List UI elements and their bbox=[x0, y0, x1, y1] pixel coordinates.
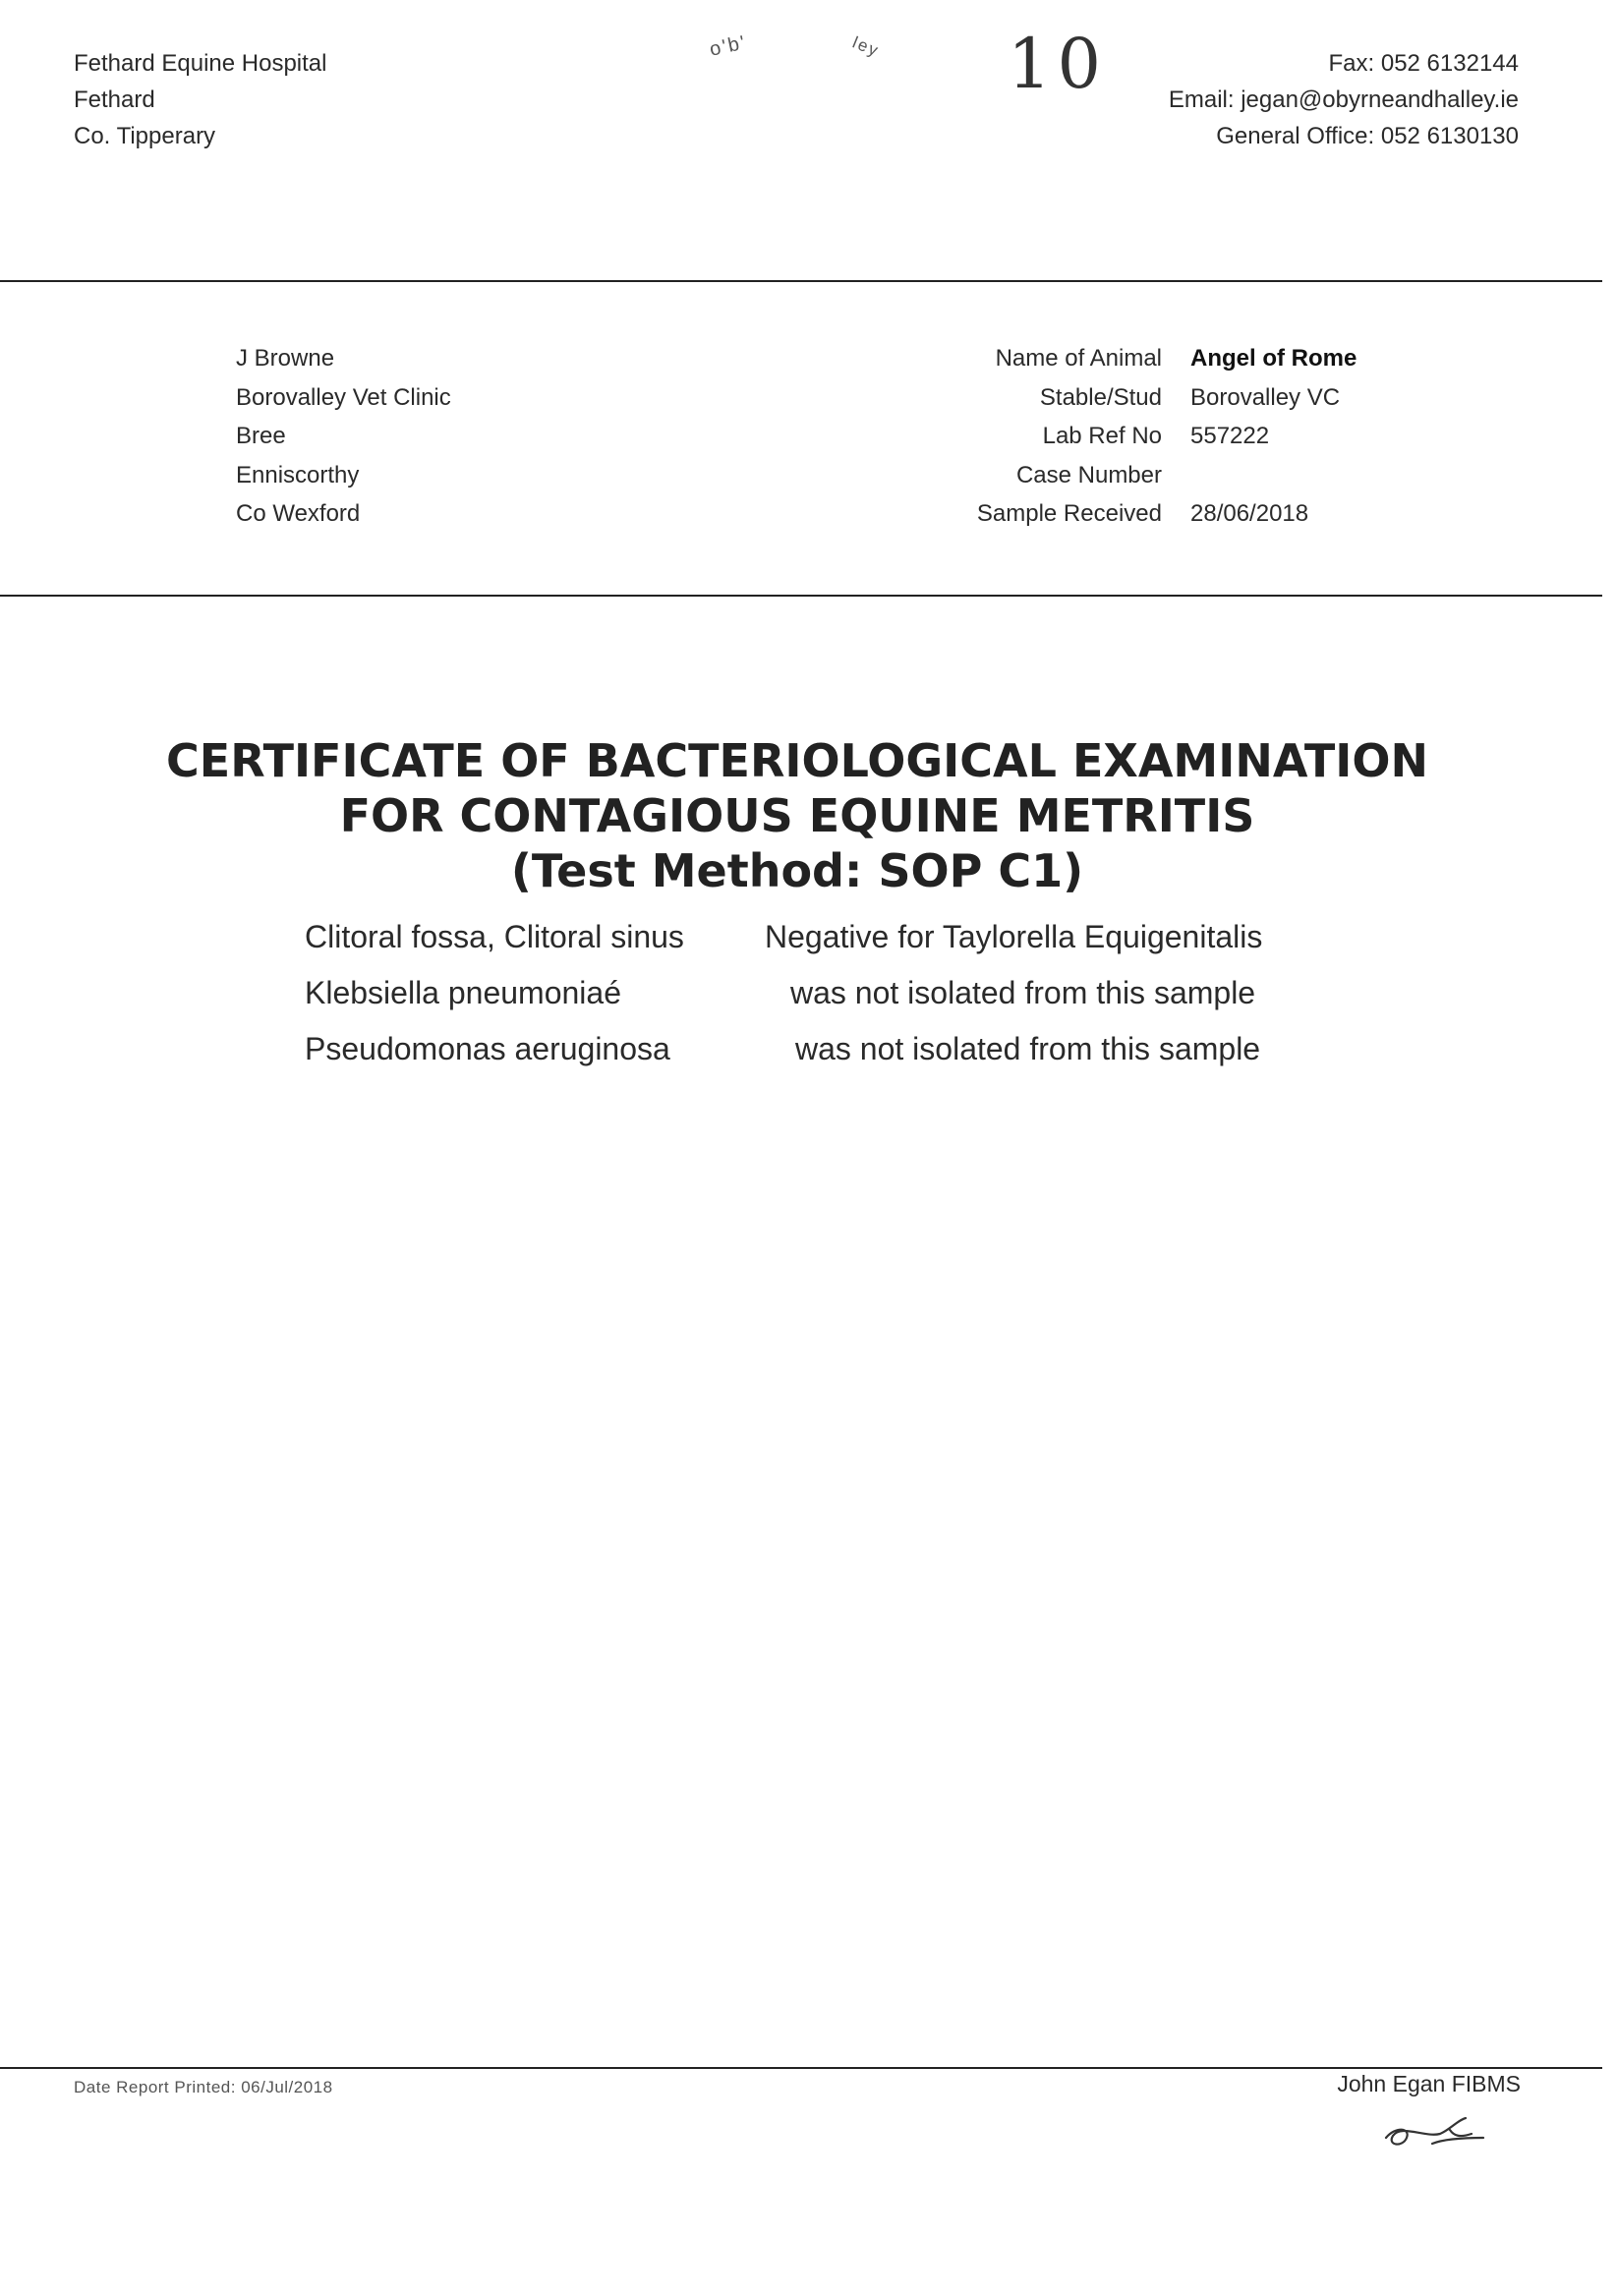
addressee-line: Borovalley Vet Clinic bbox=[236, 383, 451, 411]
result-sample: Klebsiella pneumoniaé bbox=[305, 975, 621, 1010]
result-outcome: was not isolated from this sample bbox=[790, 975, 1256, 1010]
divider bbox=[0, 2067, 1602, 2069]
animal-name: Angel of Rome bbox=[1190, 345, 1357, 372]
contact-details bbox=[1169, 45, 1519, 154]
label-sample-received: Sample Received bbox=[976, 500, 1162, 527]
addressee-block bbox=[236, 339, 451, 534]
result-outcome: was not isolated from this sample bbox=[795, 1031, 1261, 1066]
title-line-1: CERTIFICATE OF BACTERIOLOGICAL EXAMINATION bbox=[166, 734, 1428, 787]
result-sample: Pseudomonas aeruginosa bbox=[305, 1031, 670, 1066]
stable-stud-value: Borovalley VC bbox=[1190, 383, 1341, 411]
hospital-name: Fethard Equine Hospital bbox=[74, 50, 327, 77]
result-outcome: Negative for Taylorella Equigenitalis bbox=[765, 919, 1263, 954]
addressee-line: Co Wexford bbox=[236, 500, 361, 527]
result-outcomes bbox=[765, 909, 1262, 1077]
addressee-line: Bree bbox=[236, 423, 286, 449]
hospital-county: Co. Tipperary bbox=[74, 123, 216, 149]
label-stable-stud: Stable/Stud bbox=[1039, 383, 1162, 411]
email-address: Email: jegan@obyrneandhalley.ie bbox=[1168, 86, 1519, 113]
signature-mark bbox=[1381, 2108, 1489, 2157]
certificate-title bbox=[0, 733, 1594, 898]
animal-detail-labels bbox=[977, 339, 1162, 534]
addressee-line: Enniscorthy bbox=[236, 461, 360, 488]
title-line-3: (Test Method: SOP C1) bbox=[510, 844, 1084, 897]
stamp-mark: ley bbox=[850, 32, 883, 61]
divider bbox=[0, 280, 1602, 282]
result-sample: Clitoral fossa, Clitoral sinus bbox=[305, 919, 684, 954]
fax-number: Fax: 052 6132144 bbox=[1328, 50, 1519, 77]
divider bbox=[0, 595, 1602, 597]
lab-ref-value: 557222 bbox=[1190, 423, 1270, 449]
sample-received-value: 28/06/2018 bbox=[1190, 500, 1309, 527]
label-case-number: Case Number bbox=[1015, 461, 1162, 488]
label-name-of-animal: Name of Animal bbox=[995, 345, 1162, 372]
signer-name: John Egan FIBMS bbox=[1337, 2071, 1521, 2096]
general-office-phone: General Office: 052 6130130 bbox=[1216, 123, 1519, 149]
stamp-marks bbox=[708, 31, 883, 61]
label-lab-ref: Lab Ref No bbox=[1042, 423, 1162, 449]
case-number-value bbox=[1190, 456, 1357, 495]
animal-detail-values bbox=[1190, 339, 1357, 534]
handwritten-number: 10 bbox=[1008, 24, 1108, 104]
addressee-line: J Browne bbox=[236, 345, 335, 372]
result-samples bbox=[305, 909, 684, 1077]
date-report-printed: Date Report Printed: 06/Jul/2018 bbox=[74, 2078, 333, 2096]
hospital-town: Fethard bbox=[74, 86, 155, 113]
hospital-address bbox=[74, 45, 326, 154]
stamp-mark: o'b' bbox=[708, 31, 749, 61]
title-line-2: FOR CONTAGIOUS EQUINE METRITIS bbox=[339, 789, 1255, 842]
